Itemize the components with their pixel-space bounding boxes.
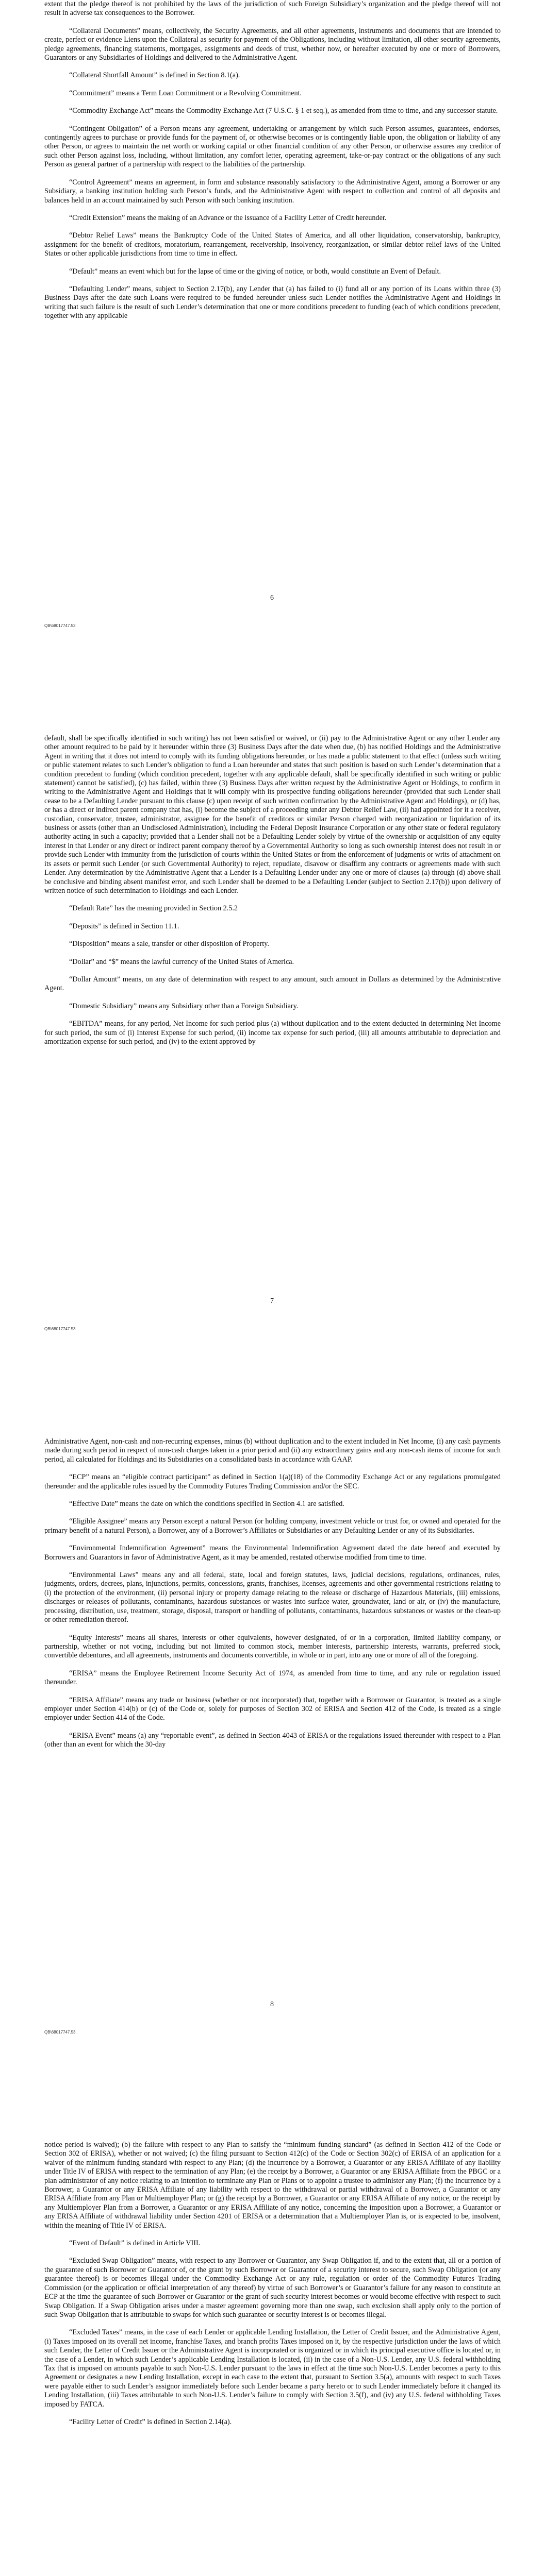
definition-equity-interests: “Equity Interests” means all shares, interests or other equivalents, however designated, of or in a corporation, limited liability company, or partnership, whether or not voting, including but not limited to common stock, member interests, partnership interests, warrants, preferred stock, convertible debentures, and all agreements, instruments and documents convertible, in whole or in part, into any one or more of all of the foregoing. [44, 1633, 501, 1660]
definition-collateral-shortfall-amount: “Collateral Shortfall Amount” is defined in Section 8.1(a). [69, 71, 240, 80]
paragraph: extent that the pledge thereof is not prohibited by the laws of the jurisdiction of such Foreign Subsidiary’s organization and the pledge thereof will not result in adverse tax consequences to the Borrower. [44, 0, 501, 18]
paragraph: notice period is waived); (b) the failure with respect to any Plan to satisfy the “minimum funding standard” (as defined in Section 412 of the Code or Section 302 of ERISA), whether or not waived; (c) the filing pursuant to Section 412(c) of the Code or Section 302(c) of ERISA of an application for a waiver of the minimum funding standard with respect to any Plan; (d) the incurrence by a Borrower, a Guarantor or any ERISA Affiliate of any liability under Title IV of ERISA with respect to the termination of any Plan; (e) the receipt by a Borrower, a Guarantor or any ERISA Affiliate from the PBGC or a plan administrator of any notice relating to an intention to terminate any Plan or Plans or to appoint a trustee to administer any Plan; (f) the incurrence by a Borrower, a Guarantor or any ERISA Affiliate of any liability with respect to the withdrawal or partial withdrawal of a Borrower, a Guarantor or any ERISA Affiliate from any Plan or Multiemployer Plan; or (g) the receipt by a Borrower, a Guarantor or any ERISA Affiliate of any notice, or the receipt by any Multiemployer Plan from a Borrower, a Guarantor or any ERISA Affiliate of any notice, concerning the imposition upon a Borrower, a Guarantor or any ERISA Affiliate of withdrawal liability under Section 4201 of ERISA or a determination that a Multiemployer Plan is, or is expected to be, insolvent, within the meaning of Title IV of ERISA. [44, 2141, 501, 2230]
document-id: QB\68017747.53 [44, 2030, 76, 2035]
definition-erisa: “ERISA” means the Employee Retirement Income Security Act of 1974, as amended from time to time, and any rule or regulation issued thereunder. [44, 1669, 501, 1687]
definition-dollar-amount: “Dollar Amount” means, on any date of determination with respect to any amount, such amount in Dollars as determined by the Administrative Agent. [44, 975, 501, 993]
definition-ebitda: “EBITDA” means, for any period, Net Income for such period plus (a) without duplication and to the extent deducted in determining Net Income for such period, the sum of (i) Interest Expense for such period, (ii) income tax expense for such period, (iii) all amounts attributable to depreciation and amortization expense for such period, and (iv) to the extent approved by [44, 1020, 501, 1046]
definition-deposits: “Deposits” is defined in Section 11.1. [69, 922, 179, 930]
document-id: QB\68017747.53 [44, 1327, 76, 1331]
definition-collateral-documents: “Collateral Documents” means, collectively, the Security Agreements, and all other agreements, instruments and documents that are intended to create, perfect or evidence Liens upon the Collateral as security for payment of the Obligations, including without limitation, all other security agreements, pledge agreements, financing statements, mortgages, assignments and deeds of trust, whether now, or hereafter executed by one or more of Borrowers, Guarantors or any Subsidiaries of Holdings and delivered to the Administrative Agent. [44, 26, 501, 62]
definition-domestic-subsidiary: “Domestic Subsidiary” means any Subsidiary other than a Foreign Subsidiary. [69, 1002, 299, 1010]
definition-ecp: “ECP” means an “eligible contract participant” as defined in Section 1(a)(18) of the Commodity Exchange Act or any regulations promulgated thereunder and the applicable rules issued by the Commodity Futures Trading Commission and/or the SEC. [44, 1473, 501, 1490]
definition-commodity-exchange-act: “Commodity Exchange Act” means the Commodity Exchange Act (7 U.S.C. § 1 et seq.), as amended from time to time, and any successor statute. [69, 107, 498, 115]
definition-debtor-relief-laws: “Debtor Relief Laws” means the Bankruptcy Code of the United States of America, and all other liquidation, conservatorship, bankruptcy, assignment for the benefit of creditors, moratorium, rearrangement, receivership, insolvency, reorganization, or similar debtor relief laws of the United States or other applicable jurisdictions from time to time in effect. [44, 231, 501, 258]
paragraph: Administrative Agent, non-cash and non-recurring expenses, minus (b) without duplication and to the extent included in Net Income, (i) any cash payments made during such period in respect of non-cash charges taken in a prior period and (ii) any extraordinary gains and any non-cash items of income for such period, all calculated for Holdings and its Subsidiaries on a consolidated basis in accordance with GAAP. [44, 1437, 501, 1464]
page-7 [0, 703, 544, 1406]
definition-excluded-swap-obligation: “Excluded Swap Obligation” means, with respect to any Borrower or Guarantor, any Swap Obligation if, and to the extent that, all or a portion of the guarantee of such Borrower or Guarantor of, or the grant by such Borrower or Guarantor of a security interest to secure, such Swap Obligation (or any guarantee thereof) is or becomes illegal under the Commodity Exchange Act or any rule, regulation or order of the Commodity Futures Trading Commission (or the application or official interpretation of any thereof) by virtue of such Borrower’s or Guarantor’s failure for any reason to constitute an ECP at the time the guarantee of such Borrower or Guarantor or the grant of such security interest becomes or would become effective with respect to such Swap Obligation. If a Swap Obligation arises under a master agreement governing more than one swap, such exclusion shall apply only to the portion of such Swap Obligation that is attributable to swaps for which such guarantee or security interest is or becomes illegal. [44, 2257, 501, 2319]
page-number: 7 [270, 1297, 274, 1305]
definition-effective-date: “Effective Date” means the date on which the conditions specified in Section 4.1 are satisfied. [69, 1500, 344, 1509]
page-number: 8 [270, 2001, 274, 2008]
definition-contingent-obligation: “Contingent Obligation” of a Person means any agreement, undertaking or arrangement by which such Person assumes, guarantees, endorses, contingently agrees to purchase or provide funds for the payment of, or otherwise becomes or is contingently liable upon, the obligation or liability of any other Person, or agrees to maintain the net worth or working capital or other financial condition of any other Person, or otherwise assures any creditor of such other Person against loss, including, without limitation, any comfort letter, operating agreement, take-or-pay contract or the obligations of any such Person as general partner of a partnership with respect to the liabilities of the partnership. [44, 124, 501, 169]
definition-eligible-assignee: “Eligible Assignee” means any Person except a natural Person (or holding company, investment vehicle or trust for, or owned and operated for the primary benefit of a natural Person), a Borrower, any of a Borrower’s Affiliates or Subsidiaries or any Defaulting Lender or any of its Subsidiaries. [44, 1517, 501, 1535]
definition-disposition: “Disposition” means a sale, transfer or other disposition of Property. [69, 940, 269, 948]
definition-facility-letter-of-credit: “Facility Letter of Credit” is defined in Section 2.14(a). [69, 2417, 232, 2426]
definition-event-of-default: “Event of Default” is defined in Article VIII. [69, 2239, 201, 2248]
page-body [44, 0, 501, 330]
document-id: QB\68017747.53 [44, 623, 76, 628]
paragraph: default, shall be specifically identified in such writing) has not been satisfied or waived, or (ii) pay to the Administrative Agent or any other Lender any other amount required to be paid by it hereunder within three (3) Business Days after the date when due, (b) has notified Holdings and the Administrative Agent in writing that it does not intend to comply with its funding obligations hereunder, or has made a public statement to that effect (unless such writing or public statement relates to such Lender’s obligation to fund a Loan hereunder and states that such position is based on such Lender’s determination that a condition precedent to funding (which condition precedent, together with any applicable default, shall be specifically identified in such writing or public statement) cannot be satisfied), (c) has failed, within three (3) Business Days after written request by the Administrative Agent or Holdings, to confirm in writing to the Administrative Agent and Holdings that it will comply with its prospective funding obligations hereunder (provided that such Lender shall cease to be a Defaulting Lender pursuant to this clause (c) upon receipt of such written confirmation by the Administrative Agent and Holdings), or (d) has, or has a direct or indirect parent company that has, (i) become the subject of a proceeding under any Debtor Relief Law, (ii) had appointed for it a receiver, custodian, conservator, trustee, administrator, assignee for the benefit of creditors or similar Person charged with reorganization or liquidation of its business or assets (other than an Undisclosed Administration), including the Federal Deposit Insurance Corporation or any other state or federal regulatory authority acting in such a capacity; provided that a Lender shall not be a Defaulting Lender solely by virtue of the ownership or acquisition of any equity interest in that Lender or any direct or indirect parent company thereof by a Governmental Authority so long as such ownership interest does not result in or provide such Lender with immunity from the jurisdiction of courts within the United States or from the enforcement of judgments or writs of attachment on its assets or permit such Lender (or such Governmental Authority) to reject, repudiate, disavow or disaffirm any contracts or agreements made with such Lender. Any determination by the Administrative Agent that a Lender is a Defaulting Lender under any one or more of clauses (a) through (d) above shall be conclusive and binding absent manifest error, and such Lender shall be deemed to be a Defaulting Lender (subject to Section 2.17(b)) upon delivery of written notice of such determination to Holdings and each Lender. [44, 734, 501, 895]
definition-defaulting-lender: “Defaulting Lender” means, subject to Section 2.17(b), any Lender that (a) has failed to (i) fund all or any portion of its Loans within three (3) Business Days after the date such Loans were required to be funded hereunder unless such Lender notifies the Administrative Agent and Holdings in writing that such failure is the result of such Lender’s determination that one or more conditions precedent to funding (each of which conditions precedent, together with any applicable [44, 284, 501, 320]
definition-credit-extension: “Credit Extension” means the making of an Advance or the issuance of a Facility Letter of Credit hereunder. [69, 213, 387, 222]
definition-erisa-event: “ERISA Event” means (a) any “reportable event”, as defined in Section 4043 of ERISA or the regulations issued thereunder with respect to a Plan (other than an event for which the 30-day [44, 1731, 501, 1749]
page-body [44, 1437, 501, 1758]
definition-erisa-affiliate: “ERISA Affiliate” means any trade or business (whether or not incorporated) that, together with a Borrower or Guarantor, is treated as a single employer under Section 414(b) or (c) of the Code or, solely for purposes of Section 302 of ERISA and Section 412 of the Code, is treated as a single employer under Section 414 of the Code. [44, 1696, 501, 1722]
page-body [44, 734, 501, 1055]
definition-environmental-indemnification-agreement: “Environmental Indemnification Agreement” means the Environmental Indemnification Agreement dated the date hereof and executed by Borrowers and Guarantors in favor of Administrative Agent, as it may be amended, restated otherwise modified from time to time. [44, 1544, 501, 1562]
page-body [44, 2141, 501, 2435]
definition-dollar: “Dollar” and “$” means the lawful currency of the United States of America. [69, 957, 294, 966]
definition-commitment: “Commitment” means a Term Loan Commitment or a Revolving Commitment. [69, 89, 302, 97]
definition-environmental-laws: “Environmental Laws” means any and all federal, state, local and foreign statutes, laws, judicial decisions, regulations, ordinances, rules, judgments, orders, decrees, plans, injunctions, permits, concessions, grants, franchises, licenses, agreements and other governmental restrictions relating to (i) the protection of the environment, (ii) personal injury or property damage relating to the release or discharge of Hazardous Materials, (iii) emissions, discharges or releases of pollutants, contaminants, hazardous substances or wastes into surface water, groundwater, land or air, or (iv) the manufacture, processing, distribution, use, treatment, storage, disposal, transport or handling of pollutants, contaminants, hazardous substances or wastes or the clean-up or other remediation thereof. [44, 1571, 501, 1624]
page-number: 6 [270, 594, 274, 602]
definition-excluded-taxes: “Excluded Taxes” means, in the case of each Lender or applicable Lending Installation, the Letter of Credit Issuer, and the Administrative Agent, (i) Taxes imposed on its overall net income, franchise Taxes, and branch profits Taxes imposed on it, by the respective jurisdiction under the laws of which such Lender, the Letter of Credit Issuer or the Administrative Agent is incorporated or is organized or in which its principal executive office is located or, in the case of a Lender, in which such Lender’s applicable Lending Installation is located, (ii) in the case of a Non-U.S. Lender, any U.S. federal withholding Tax that is imposed on amounts payable to such Non-U.S. Lender pursuant to the laws in effect at the time such Non-U.S. Lender becomes a party to this Agreement or designates a new Lending Installation, except in each case to the extent that, pursuant to Section 3.5(a), amounts with respect to such Taxes were payable either to such Lender’s assignor immediately before such Lender became a party hereto or to such Lender immediately before it changed its Lending Installation, (iii) Taxes attributable to such Non-U.S. Lender’s failure to comply with Section 3.5(f), and (iv) any U.S. federal withholding Taxes imposed by FATCA. [44, 2328, 501, 2409]
definition-default-rate: “Default Rate” has the meaning provided in Section 2.5.2 [69, 904, 238, 913]
page-8 [0, 1406, 544, 2110]
definition-default: “Default” means an event which but for the lapse of time or the giving of notice, or both, would constitute an Event of Default. [69, 267, 441, 276]
page-6 [0, 0, 544, 703]
definition-control-agreement: “Control Agreement” means an agreement, in form and substance reasonably satisfactory to the Administrative Agent, among a Borrower or any Subsidiary, a banking institution holding such Person’s funds, and the Administrative Agent with respect to collection and control of all deposits and balances held in an account maintained by such Person with such banking institution. [44, 178, 501, 205]
page-9 [0, 2110, 544, 2576]
